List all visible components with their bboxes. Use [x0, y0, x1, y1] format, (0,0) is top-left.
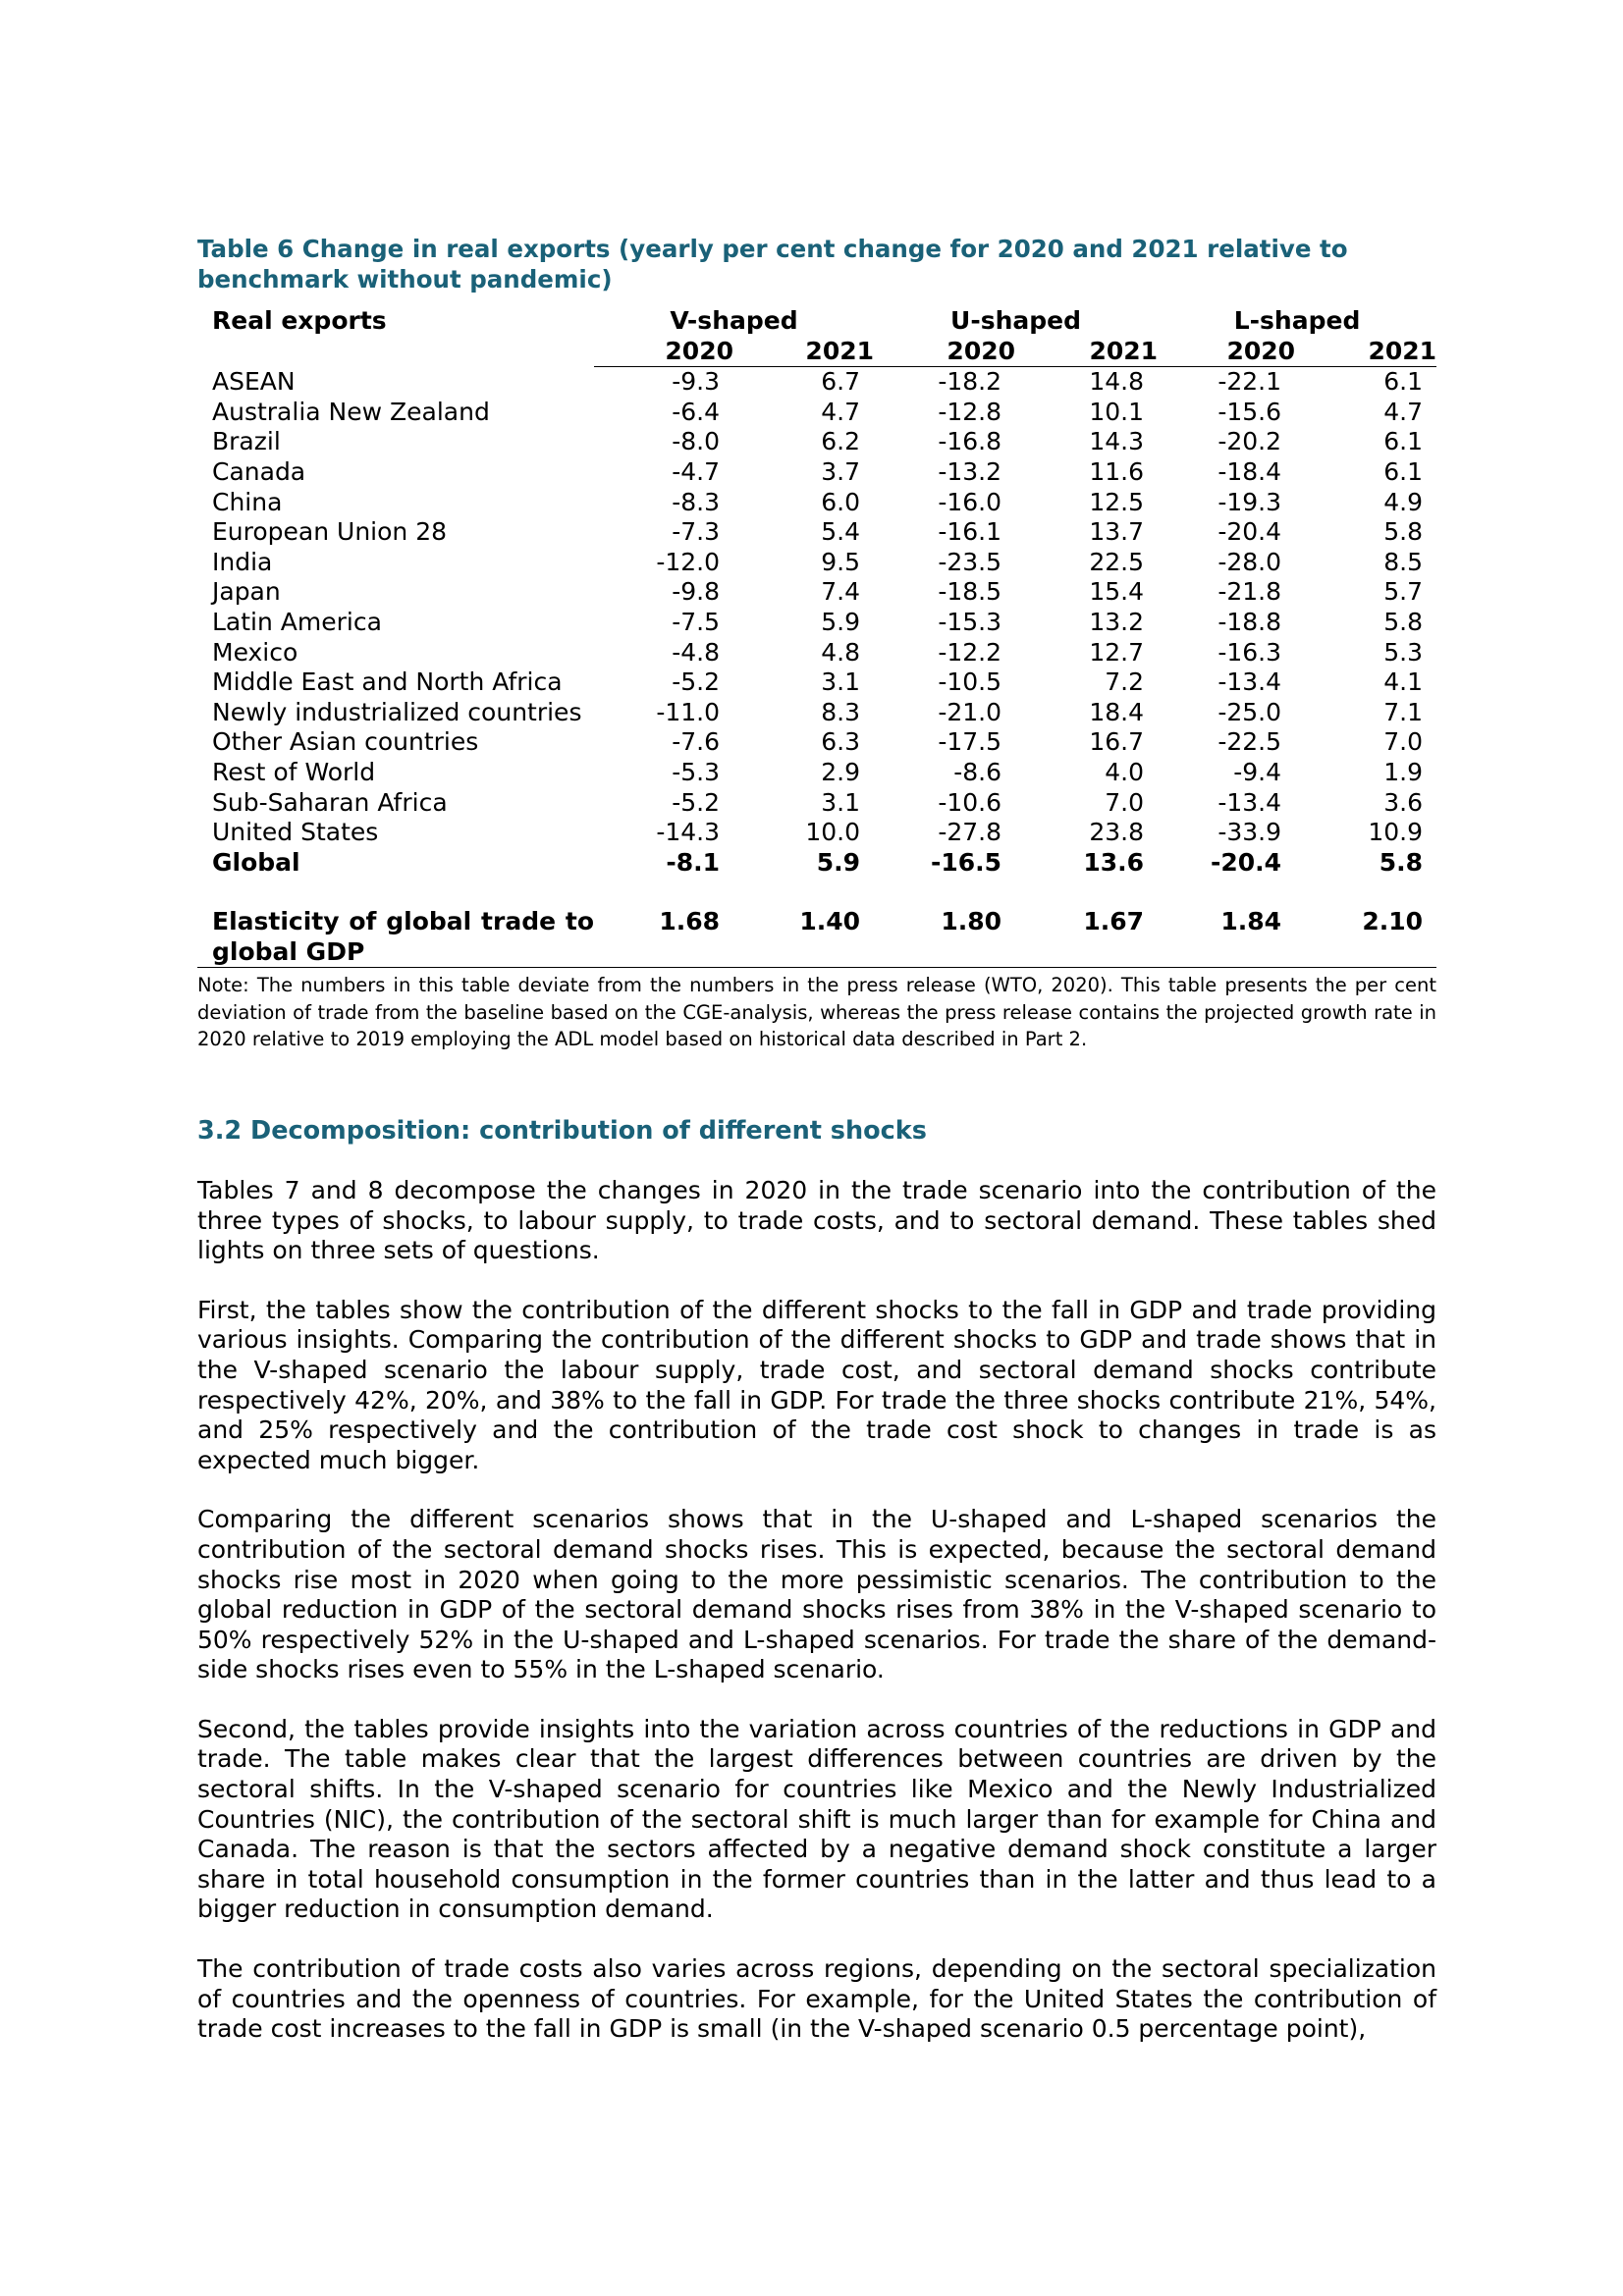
table-year-header — [197, 337, 1436, 367]
table-cell: -4.7 — [672, 456, 720, 486]
table-cell: 7.2 — [1105, 667, 1145, 697]
table-cell: 4.1 — [1383, 667, 1424, 697]
table-cell: 13.7 — [1089, 517, 1145, 547]
table-cell: 4.0 — [1105, 757, 1145, 786]
table-row — [197, 548, 1436, 578]
table-cell: -23.5 — [938, 547, 1002, 576]
table-group-header — [197, 306, 1436, 337]
row-label: Mexico — [212, 637, 298, 667]
table-row — [197, 398, 1436, 428]
table-cell: 5.7 — [1383, 577, 1424, 607]
body-paragraph: First, the tables show the contribution of the different shocks to the fall in GDP and trade providing various insights. Comparing the contribution of the different shocks to GDP and trade shows that in the V-shaped scenario the labour supply, trade cost, and sectoral demand shocks contribute respectively 42%, 20%, and 38% to the fall in GDP. For trade the three shocks contribute 21%, 54%, and 25% respectively and the contribution of the trade cost shock to changes in trade is as expected much bigger. — [197, 1295, 1436, 1474]
table-cell: 10.1 — [1089, 397, 1145, 426]
table-cell: -15.3 — [938, 607, 1002, 636]
table-cell: 5.9 — [821, 607, 861, 636]
table-cell: 3.6 — [1383, 787, 1424, 817]
table-cell: 14.8 — [1089, 367, 1145, 397]
table-cell: -20.2 — [1217, 427, 1282, 456]
body-paragraph: Tables 7 and 8 decompose the changes in 2020 in the trade scenario into the contribution of the three types of shocks, to labour supply, to trade costs, and to sectoral demand. These tables shed lights on three sets of questions. — [197, 1175, 1436, 1265]
table-row — [197, 577, 1436, 608]
table-cell: 14.3 — [1089, 427, 1145, 456]
table-cell: -16.3 — [1217, 637, 1282, 667]
table-cell: 11.6 — [1089, 456, 1145, 486]
page-content — [197, 234, 1436, 2045]
table-cell: 4.8 — [821, 637, 861, 667]
table-body — [197, 367, 1436, 968]
table-cell: -13.2 — [938, 456, 1002, 486]
table-cell: 16.7 — [1089, 727, 1145, 757]
table-row — [197, 608, 1436, 638]
table-cell: -12.0 — [656, 547, 720, 576]
table-cell: 5.3 — [1383, 637, 1424, 667]
year-header: 2020 — [874, 337, 1015, 367]
table-cell: 6.1 — [1383, 456, 1424, 486]
table-cell: 5.4 — [821, 517, 861, 547]
table-cell: 15.4 — [1089, 577, 1145, 607]
table-cell: 2.9 — [821, 757, 861, 786]
table-cell: -27.8 — [938, 818, 1002, 847]
row-label: Brazil — [212, 427, 281, 456]
row-label: China — [212, 487, 283, 516]
table-cell: 1.67 — [1015, 907, 1158, 968]
table-cell: -11.0 — [656, 697, 720, 726]
table-row — [197, 788, 1436, 819]
table-cell: 18.4 — [1089, 697, 1145, 726]
table-cell: 6.7 — [821, 367, 861, 397]
table-cell: -16.1 — [938, 517, 1002, 547]
table-cell: 1.9 — [1383, 757, 1424, 786]
table-cell: 13.6 — [1083, 847, 1145, 877]
table-cell: 6.0 — [821, 487, 861, 516]
table-cell: 12.7 — [1089, 637, 1145, 667]
table-cell: -7.6 — [672, 727, 720, 757]
section-heading: 3.2 Decomposition: contribution of different shocks — [197, 1115, 927, 1146]
row-label: United States — [212, 818, 379, 847]
table-cell: -22.5 — [1217, 727, 1282, 757]
table-cell: -9.8 — [672, 577, 720, 607]
table-cell: 7.0 — [1105, 787, 1145, 817]
table-cell: -7.5 — [672, 607, 720, 636]
table-row — [197, 427, 1436, 457]
table-cell: 3.7 — [821, 456, 861, 486]
table-cell: -8.1 — [666, 847, 720, 877]
table-cell: 13.2 — [1089, 607, 1145, 636]
table-cell: -13.4 — [1217, 787, 1282, 817]
group-header: L-shaped — [1233, 306, 1361, 335]
row-label: Elasticity of global trade to global GDP — [197, 907, 594, 968]
table-cell: -10.5 — [938, 667, 1002, 697]
body-paragraph: The contribution of trade costs also varies across regions, depending on the sectoral specialization of countries and the openness of countries. For example, for the United States the contribution of trade cost increases to the fall in GDP is small (in the V-shaped scenario 0.5 percentage point), — [197, 1954, 1436, 2044]
row-label: Newly industrialized countries — [212, 697, 582, 726]
year-header: 2021 — [733, 337, 874, 367]
table-cell: -10.6 — [938, 787, 1002, 817]
row-label: Middle East and North Africa — [212, 667, 563, 697]
year-header: 2021 — [1015, 337, 1158, 367]
table-cell: -21.0 — [938, 697, 1002, 726]
table-cell: -9.3 — [672, 367, 720, 397]
table-cell: 7.0 — [1383, 727, 1424, 757]
table-row — [197, 667, 1436, 698]
table-cell: 6.2 — [821, 427, 861, 456]
table-cell: -13.4 — [1217, 667, 1282, 697]
table-row — [197, 638, 1436, 668]
table-cell: 12.5 — [1089, 487, 1145, 516]
body-paragraph: Comparing the different scenarios shows that in the U-shaped and L-shaped scenarios the contribution of the sectoral demand shocks rises. This is expected, because the sectoral demand shocks rise most in 2020 when going to the more pessimistic scenarios. The contribution to the global reduction in GDP of the sectoral demand shocks rises from 38% in the V-shaped scenario to 50% respectively 52% in the U-shaped and L-shaped scenarios. For trade the share of the demand-side shocks rises even to 55% in the L-shaped scenario. — [197, 1505, 1436, 1684]
row-label: Sub-Saharan Africa — [212, 787, 448, 817]
table-row — [197, 758, 1436, 788]
table-cell: -18.8 — [1217, 607, 1282, 636]
table-cell: 5.8 — [1379, 847, 1424, 877]
table-cell: 8.5 — [1383, 547, 1424, 576]
row-header-label: Real exports — [212, 306, 387, 335]
row-label: European Union 28 — [212, 517, 448, 547]
table-row — [197, 727, 1436, 758]
table-cell: 3.1 — [821, 787, 861, 817]
table-cell: 6.3 — [821, 727, 861, 757]
table-cell: 6.1 — [1383, 367, 1424, 397]
table-cell: -15.6 — [1217, 397, 1282, 426]
table-cell: -20.4 — [1217, 517, 1282, 547]
table-row — [197, 818, 1436, 848]
row-label: ASEAN — [212, 366, 296, 396]
row-label: Canada — [212, 456, 306, 486]
table-cell: -16.0 — [938, 487, 1002, 516]
table-cell: -25.0 — [1217, 697, 1282, 726]
table-cell: 1.40 — [733, 907, 874, 968]
table-cell: 3.1 — [821, 667, 861, 697]
row-label: Other Asian countries — [212, 727, 479, 757]
table-cell: 10.0 — [805, 818, 861, 847]
year-header: 2020 — [1158, 337, 1295, 367]
table-cell: -8.6 — [953, 757, 1002, 786]
table-cell: -12.2 — [938, 637, 1002, 667]
table-cell: 1.80 — [874, 907, 1015, 968]
table-cell: -18.4 — [1217, 456, 1282, 486]
table-cell: 8.3 — [821, 697, 861, 726]
table-cell: -17.5 — [938, 727, 1002, 757]
table-cell: -5.2 — [672, 787, 720, 817]
table-cell: 22.5 — [1089, 547, 1145, 576]
table-row — [197, 698, 1436, 728]
table-cell: 6.1 — [1383, 427, 1424, 456]
table-cell: -21.8 — [1217, 577, 1282, 607]
table-row — [197, 457, 1436, 488]
table-cell: 23.8 — [1089, 818, 1145, 847]
table-cell: -8.3 — [672, 487, 720, 516]
table-cell: 4.7 — [1383, 397, 1424, 426]
year-header: 2020 — [594, 337, 733, 367]
row-label: Global — [212, 847, 300, 877]
table-cell: 10.9 — [1368, 818, 1424, 847]
table-cell: 7.1 — [1383, 697, 1424, 726]
table-cell: -18.2 — [938, 367, 1002, 397]
table-cell: 7.4 — [821, 577, 861, 607]
row-label: Japan — [212, 577, 281, 607]
table-cell: -28.0 — [1217, 547, 1282, 576]
row-label: India — [212, 547, 273, 576]
table-cell: 1.68 — [594, 907, 733, 968]
table-cell: -33.9 — [1217, 818, 1282, 847]
table-cell: 5.9 — [816, 847, 861, 877]
table-row — [197, 488, 1436, 518]
table-cell: -7.3 — [672, 517, 720, 547]
table-cell: -16.8 — [938, 427, 1002, 456]
table-cell: 5.8 — [1383, 607, 1424, 636]
table-row — [197, 907, 1436, 968]
table-row — [197, 367, 1436, 398]
table-cell: 5.8 — [1383, 517, 1424, 547]
table-cell: -8.0 — [672, 427, 720, 456]
row-label: Australia New Zealand — [212, 397, 490, 426]
table-cell: -12.8 — [938, 397, 1002, 426]
spacer-row — [197, 878, 1436, 907]
table-cell: -20.4 — [1210, 847, 1282, 877]
table-cell: 9.5 — [821, 547, 861, 576]
table-cell: -5.3 — [672, 757, 720, 786]
row-label: Latin America — [212, 607, 382, 636]
year-header: 2021 — [1295, 337, 1436, 367]
table-cell: -16.5 — [930, 847, 1002, 877]
table-caption: Table 6 Change in real exports (yearly per cent change for 2020 and 2021 relative to benchmark without pandemic) — [197, 235, 1348, 294]
table-cell: -4.8 — [672, 637, 720, 667]
group-header: U-shaped — [950, 306, 1082, 335]
group-header: V-shaped — [670, 306, 798, 335]
table-cell: 1.84 — [1158, 907, 1295, 968]
table-cell: -22.1 — [1217, 367, 1282, 397]
table-row — [197, 517, 1436, 548]
real-exports-table — [197, 306, 1436, 968]
table-cell: -6.4 — [672, 397, 720, 426]
row-label: Rest of World — [212, 757, 376, 786]
table-cell: -9.4 — [1233, 757, 1282, 786]
table-cell: 4.7 — [821, 397, 861, 426]
table-cell: -5.2 — [672, 667, 720, 697]
body-paragraph: Second, the tables provide insights into the variation across countries of the reductions in GDP and trade. The table makes clear that the largest differences between countries are driven by the sectoral shifts. In the V-shaped scenario for countries like Mexico and the Newly Industrialized Countries (NIC), the contribution of the sectoral shift is much larger than for example for China and Canada. The reason is that the sectors affected by a negative demand shock constitute a larger share in total household consumption in the former countries than in the latter and thus lead to a bigger reduction in consumption demand. — [197, 1714, 1436, 1924]
table-cell: 2.10 — [1295, 907, 1436, 968]
table-cell: -14.3 — [656, 818, 720, 847]
table-cell: -18.5 — [938, 577, 1002, 607]
table-cell: 4.9 — [1383, 487, 1424, 516]
table-note: Note: The numbers in this table deviate from the numbers in the press release (WTO, 2020). This table presents the per cent deviation of trade from the baseline based on the CGE-analysis, whereas the press release contains the projected growth rate in 2020 relative to 2019 employing the ADL model based on historical data described in Part 2. — [197, 974, 1436, 1051]
table-cell: -19.3 — [1217, 487, 1282, 516]
table-row — [197, 848, 1436, 879]
